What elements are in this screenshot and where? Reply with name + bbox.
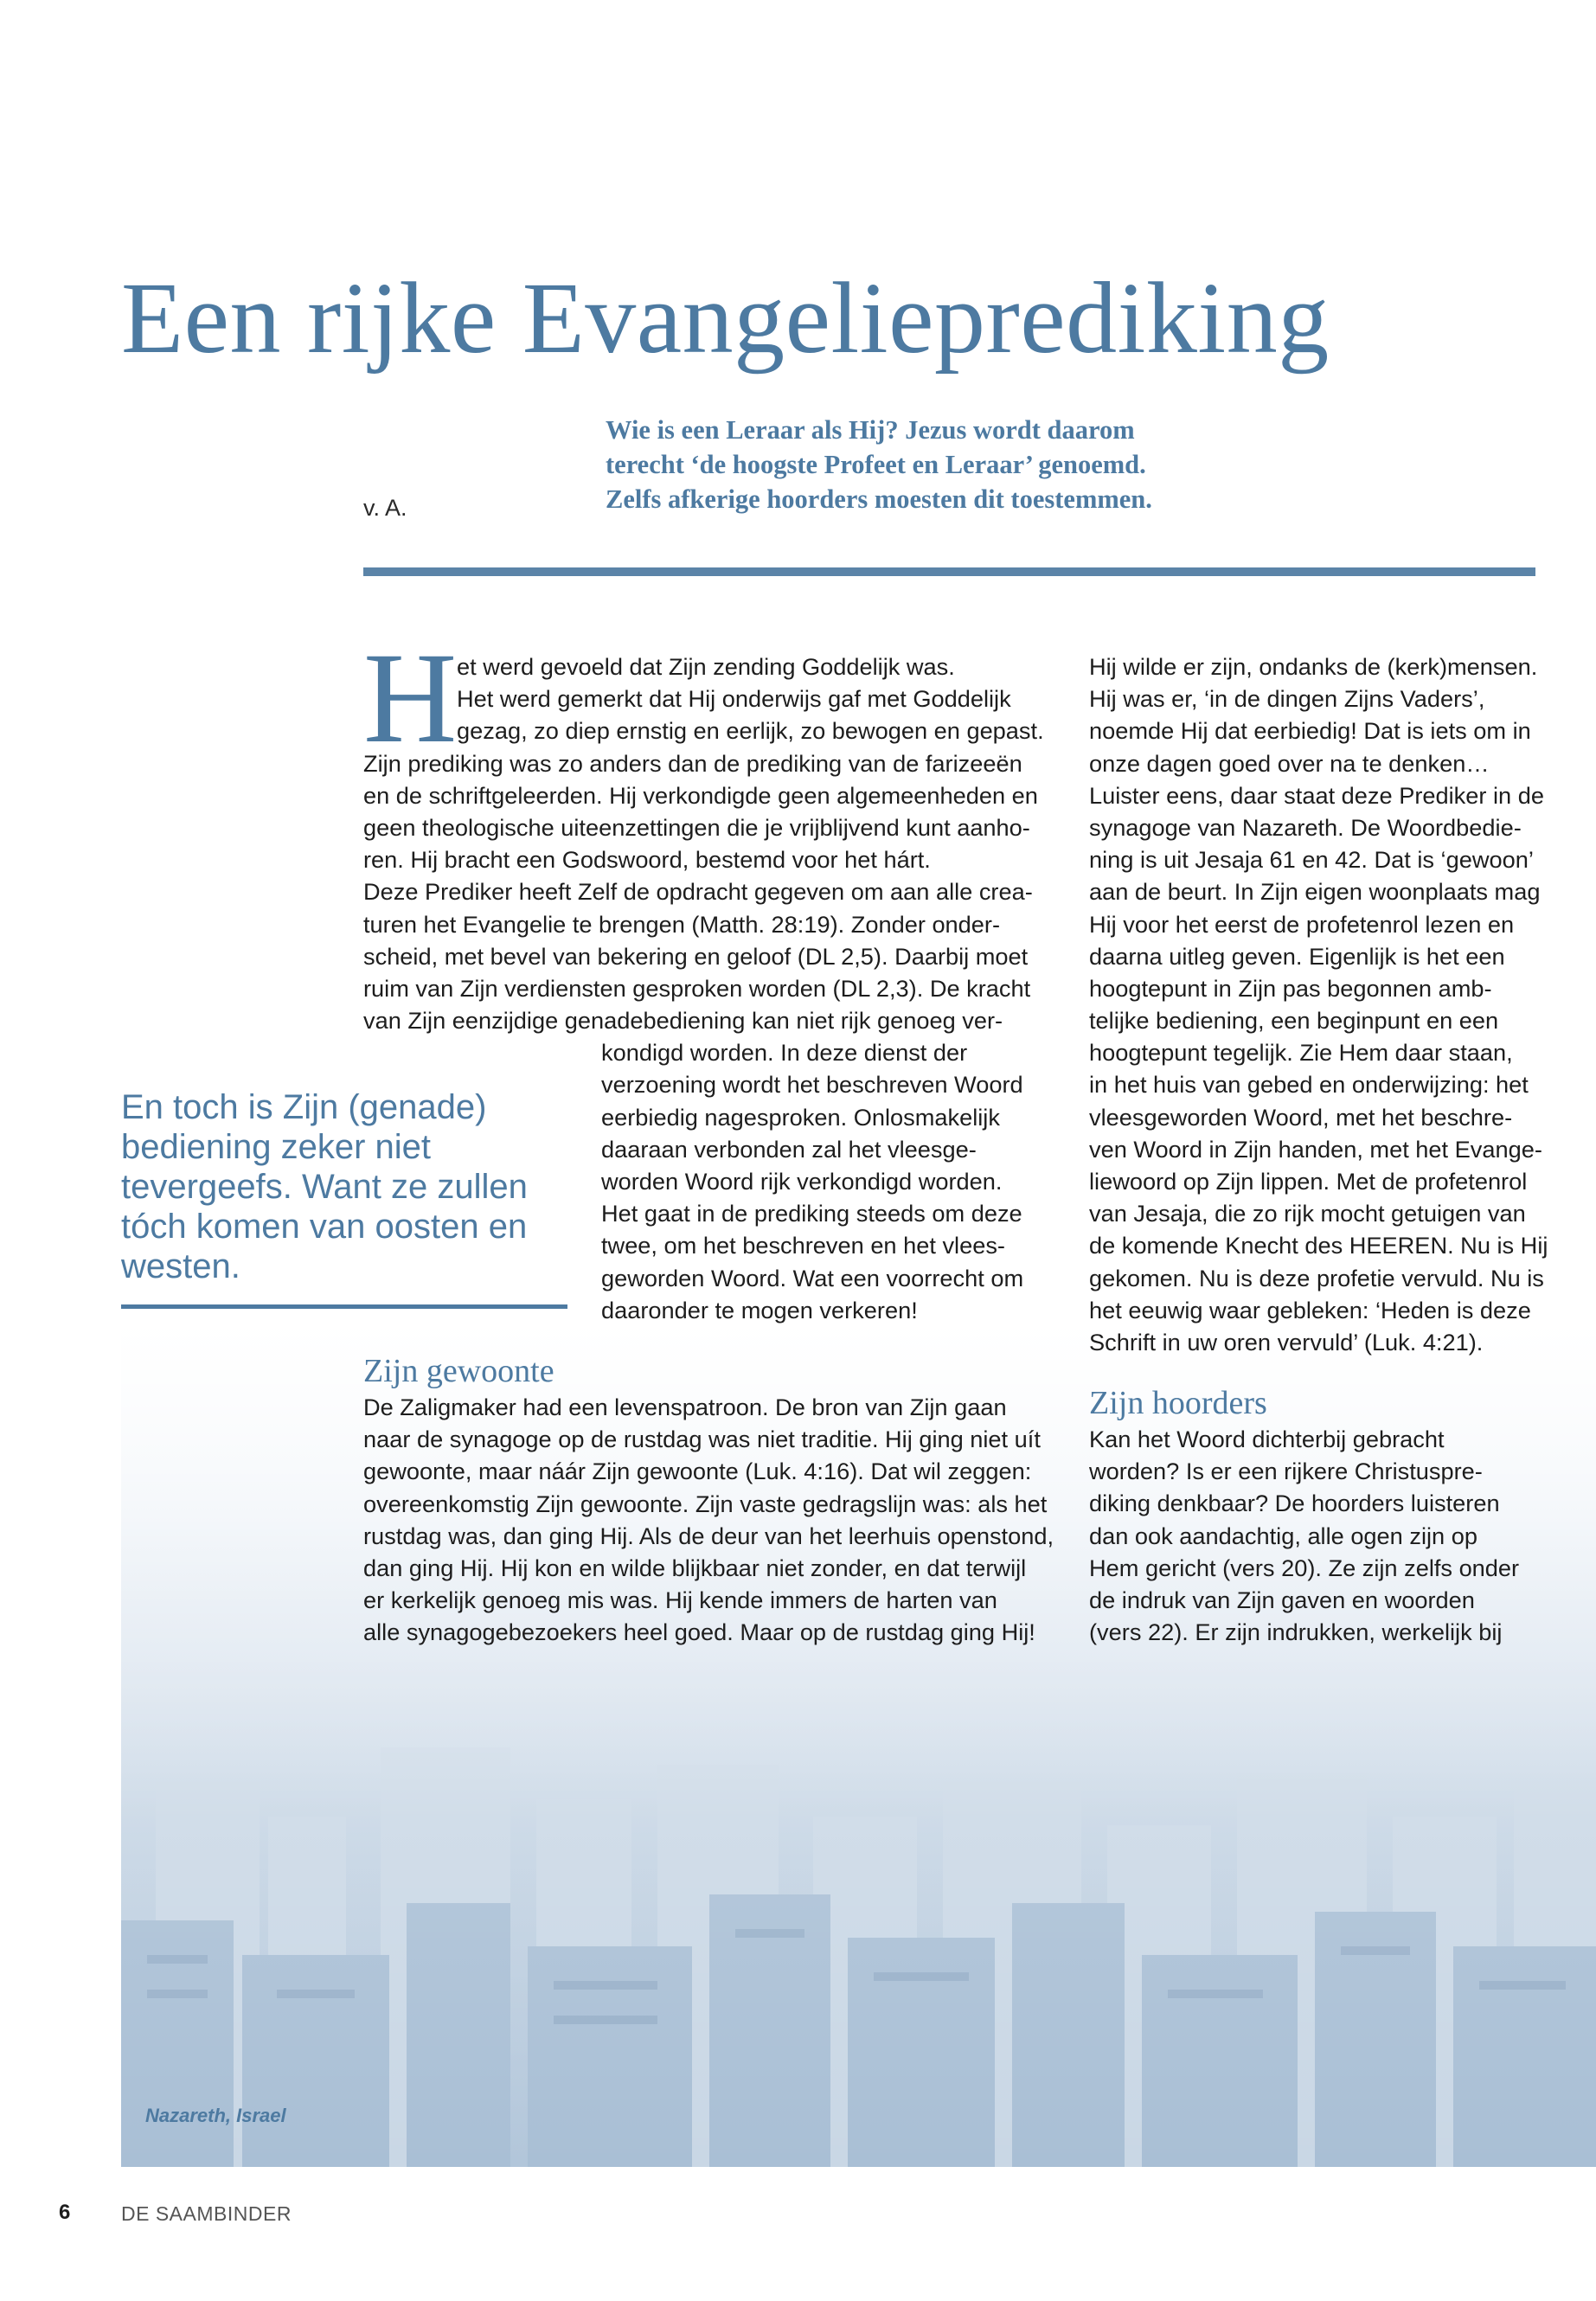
body-line: rustdag was, dan ging Hij. Als de deur van het leerhuis openstond, — [363, 1522, 1054, 1549]
body-line: kondigd worden. In deze dienst der — [601, 1039, 968, 1067]
pull-quote-line: tevergeefs. Want ze zullen — [121, 1168, 528, 1206]
pull-quote-line: tóch komen van oosten en — [121, 1208, 528, 1246]
body-line: eerbiedig nagesproken. Onlosmakelijk — [601, 1103, 1000, 1131]
body-line: Hij voor het eerst de profetenrol lezen en — [1089, 910, 1515, 938]
body-line: daarna uitleg geven. Eigenlijk is het een — [1089, 942, 1505, 970]
body-line: onze dagen goed over na te denken… — [1089, 749, 1490, 777]
article-title: Een rijke Evangelieprediking — [121, 261, 1330, 375]
page-number: 6 — [59, 2201, 71, 2224]
body-line: ruim van Zijn verdiensten gesproken worden (DL 2,3). De kracht — [363, 974, 1031, 1002]
body-line: in het huis van gebed en onderwijzing: het — [1089, 1071, 1529, 1099]
body-line: er kerkelijk genoeg mis was. Hij kende immers de harten van — [363, 1586, 997, 1614]
lead-line: terecht ‘de hoogste Profeet en Leraar’ genoemd. — [606, 450, 1146, 479]
body-line: telijke bediening, een beginpunt en een — [1089, 1007, 1499, 1035]
lead-line: Wie is een Leraar als Hij? Jezus wordt daarom — [606, 415, 1135, 445]
body-line: noemde Hij dat eerbiedig! Dat is iets om in — [1089, 717, 1531, 745]
pull-quote-line: En toch is Zijn (genade) — [121, 1088, 487, 1126]
body-line: Hij was er, ‘in de dingen Zijns Vaders’, — [1089, 685, 1485, 713]
pull-quote-divider — [121, 1304, 567, 1309]
body-line: ning is uit Jesaja 61 en 42. Dat is ‘gewoon’ — [1089, 846, 1534, 874]
body-line: overeenkomstig Zijn gewoonte. Zijn vaste gedragslijn was: als het — [363, 1490, 1048, 1517]
body-column-3 — [363, 1391, 1073, 1649]
body-line: Hij wilde er zijn, ondanks de (kerk)mensen. — [1089, 653, 1538, 680]
section-heading-gewoonte: Zijn gewoonte — [363, 1353, 554, 1389]
body-line: synagoge van Nazareth. De Woordbedie- — [1089, 813, 1522, 841]
body-line: twee, om het beschreven en het vlees- — [601, 1232, 1005, 1259]
body-line: gewoonte, maar náár Zijn gewoonte (Luk. 4:16). Dat wil zeggen: — [363, 1458, 1032, 1485]
body-line: ren. Hij bracht een Godswoord, bestemd voor het hárt. — [363, 846, 931, 874]
body-line: Schrift in uw oren vervuld’ (Luk. 4:21). — [1089, 1328, 1484, 1356]
body-line: geworden Woord. Wat een voorrecht om — [601, 1264, 1024, 1292]
body-line: van Jesaja, die zo rijk mocht getuigen van — [1089, 1200, 1526, 1227]
pull-quote-line: westen. — [121, 1247, 240, 1285]
body-line: verzoening wordt het beschreven Woord — [601, 1071, 1023, 1099]
body-line: vleesgeworden Woord, met het beschre- — [1089, 1103, 1513, 1131]
body-line: de komende Knecht des HEEREN. Nu is Hij — [1089, 1232, 1548, 1259]
lead-intro — [606, 413, 1280, 516]
body-line: dan ook aandachtig, alle ogen zijn op — [1089, 1522, 1477, 1549]
body-line: worden? Is er een rijkere Christuspre- — [1089, 1458, 1483, 1485]
body-line: gekomen. Nu is deze profetie vervuld. Nu is — [1089, 1264, 1544, 1292]
body-line: Het werd gemerkt dat Hij onderwijs gaf met Goddelijk — [457, 685, 1011, 713]
body-line: De Zaligmaker had een levenspatroon. De bron van Zijn gaan — [363, 1394, 1007, 1420]
drop-cap: H — [363, 626, 458, 770]
body-line: Kan het Woord dichterbij gebracht — [1089, 1426, 1445, 1452]
body-line: turen het Evangelie te brengen (Matth. 28:19). Zonder onder- — [363, 910, 1001, 938]
body-line: en de schriftgeleerden. Hij verkondigde geen algemeenheden en — [363, 781, 1038, 809]
lead-line: Zelfs afkerige hoorders moesten dit toestemmen. — [606, 484, 1152, 514]
pull-quote-line: bediening zeker niet — [121, 1128, 432, 1166]
body-line: van Zijn eenzijdige genadebediening kan niet rijk genoeg ver- — [363, 1007, 1003, 1035]
body-line: ven Woord in Zijn handen, met het Evange- — [1089, 1135, 1542, 1163]
body-line: Het gaat in de prediking steeds om deze — [601, 1200, 1022, 1227]
body-line: aan de beurt. In Zijn eigen woonplaats mag — [1089, 878, 1541, 906]
body-line: gezag, zo diep ernstig en eerlijk, zo bewogen en gepast. — [457, 717, 1044, 745]
body-line: daaronder te mogen verkeren! — [601, 1296, 918, 1324]
body-line: naar de synagoge op de rustdag was niet traditie. Hij ging niet uít — [363, 1426, 1041, 1453]
body-line: alle synagogebezoekers heel goed. Maar op de rustdag ging Hij! — [363, 1618, 1035, 1646]
photo-caption: Nazareth, Israel — [145, 2105, 286, 2126]
body-line: hoogtepunt in Zijn pas begonnen amb- — [1089, 974, 1492, 1002]
section-heading-hoorders: Zijn hoorders — [1089, 1385, 1267, 1421]
body-line: het eeuwig waar gebleken: ‘Heden is deze — [1089, 1296, 1531, 1324]
body-line: dan ging Hij. Hij kon en wilde blijkbaar niet zonder, en dat terwijl — [363, 1554, 1027, 1581]
author-byline: v. A. — [363, 495, 407, 521]
body-line: Deze Prediker heeft Zelf de opdracht gegeven om aan alle crea- — [363, 878, 1033, 906]
body-line: (vers 22). Er zijn indrukken, werkelijk bij — [1089, 1618, 1503, 1646]
body-line: Zijn prediking was zo anders dan de prediking van de farizeeën — [363, 749, 1022, 777]
body-column-4 — [1089, 1423, 1582, 1648]
body-line: Luister eens, daar staat deze Prediker in de — [1089, 781, 1544, 809]
body-line: et werd gevoeld dat Zijn zending Goddelijk was. — [457, 653, 955, 680]
body-line: geen theologische uiteenzettingen die je vrijblijvend kunt aanho- — [363, 813, 1030, 841]
magazine-name: DE SAAMBINDER — [121, 2202, 292, 2225]
body-line: scheid, met bevel van bekering en geloof (DL 2,5). Daarbij moet — [363, 942, 1029, 970]
body-line: hoogtepunt tegelijk. Zie Hem daar staan, — [1089, 1039, 1513, 1067]
body-line: de indruk van Zijn gaven en woorden — [1089, 1586, 1475, 1613]
pull-quote — [121, 1087, 571, 1286]
body-line: diking denkbaar? De hoorders luisteren — [1089, 1490, 1500, 1517]
body-column-2 — [1089, 651, 1582, 1358]
body-line: daaraan verbonden zal het vleesge- — [601, 1135, 977, 1163]
body-line: Hem gericht (vers 20). Ze zijn zelfs onder — [1089, 1554, 1520, 1581]
body-line: liewoord op Zijn lippen. Met de profetenrol — [1089, 1168, 1528, 1195]
body-line: worden Woord rijk verkondigd worden. — [601, 1168, 1003, 1195]
header-divider — [363, 567, 1535, 576]
